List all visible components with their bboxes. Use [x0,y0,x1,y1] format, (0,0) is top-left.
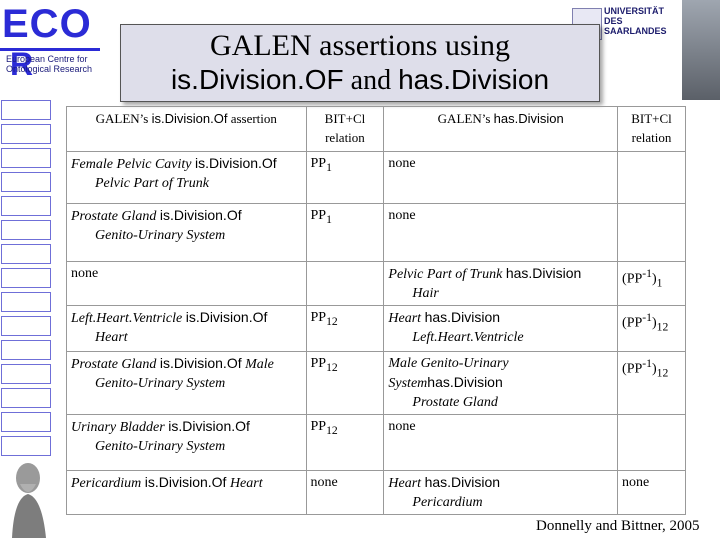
assertion-cell: Prostate Gland is.Division.Of Genito-Urinary System [67,204,307,262]
sidebar-slot[interactable] [1,220,51,240]
logo-text-r: R [10,46,34,82]
university-line: UNIVERSITÄT [604,6,665,16]
relation-cell: $PP_{12}$ [306,352,384,415]
sidebar-slot[interactable] [1,436,51,456]
logo-subtitle-line: European Centre for [6,54,88,64]
university-line: DES [604,16,623,26]
division-cell: Pelvic Part of Trunk has.Division Hair [384,262,618,306]
header-cell: BIT+Cl relation [618,107,686,152]
table-row [67,204,686,262]
division-cell: none [384,204,618,262]
title-line-2 [121,63,599,98]
division-cell: Heart has.Division Pericardium [384,471,618,515]
title-term: is.Division.OF [170,64,344,95]
sidebar-slot[interactable] [1,244,51,264]
sidebar-slot[interactable] [1,196,51,216]
title-line-1: GALEN assertions using [210,29,510,62]
relation-cell: $PP_{12}$ [306,415,384,471]
assertions-table [66,106,686,515]
table-row [67,306,686,352]
statue-icon [2,460,54,538]
relation-cell [306,262,384,306]
logo-subtitle [6,54,92,74]
relation-cell: $PP_1$ [306,152,384,204]
sidebar-slot[interactable] [1,388,51,408]
sidebar-slot[interactable] [1,268,51,288]
division-cell: Male Genito-Urinary Systemhas.Division Prostate Gland [384,352,618,415]
sidebar-slot[interactable] [1,316,51,336]
assertion-cell: none [67,262,307,306]
relation-cell: $(PP^{-1})_{12}$ [618,306,686,352]
division-cell: none [384,415,618,471]
table-row [67,415,686,471]
division-cell: none [384,152,618,204]
slide-title [120,24,600,102]
relation-cell [618,204,686,262]
assertion-cell: Female Pelvic Cavity is.Division.Of Pelvic Part of Trunk [67,152,307,204]
sidebar-slot[interactable] [1,292,51,312]
sidebar-slot[interactable] [1,124,51,144]
header-cell: GALEN’s has.Division [384,107,618,152]
title-term: has.Division [398,64,550,95]
relation-cell: none [306,471,384,515]
sidebar-slot[interactable] [1,172,51,192]
assertion-cell: Pericardium is.Division.Of Heart [67,471,307,515]
sidebar-slot[interactable] [1,364,51,384]
table-row [67,352,686,415]
table-row [67,262,686,306]
university-line: SAARLANDES [604,26,667,36]
sidebar-slot[interactable] [1,148,51,168]
university-name [604,6,667,36]
logo-text: ECO [2,2,92,46]
relation-cell: $PP_{12}$ [306,306,384,352]
sidebar-slot[interactable] [1,412,51,432]
building-photo [682,0,720,100]
header-cell: BIT+Cl relation [306,107,384,152]
sidebar-slot[interactable] [1,340,51,360]
assertion-cell: Prostate Gland is.Division.Of Male Genito-Urinary System [67,352,307,415]
relation-cell [618,152,686,204]
ecor-logo [0,2,110,90]
sidebar-slot[interactable] [1,100,51,120]
citation: Donnelly and Bittner, 2005 [536,518,700,534]
table-row [67,152,686,204]
relation-cell: $(PP^{-1})_{12}$ [618,352,686,415]
table-row [67,471,686,515]
assertion-cell: Urinary Bladder is.Division.Of Genito-Urinary System [67,415,307,471]
logo-subtitle-line: Ontological Research [6,64,93,74]
relation-cell [618,415,686,471]
division-cell: Heart has.Division Left.Heart.Ventricle [384,306,618,352]
title-conjunction: and [343,65,399,96]
relation-cell: none [618,471,686,515]
relation-cell: $(PP^{-1})_1$ [618,262,686,306]
header-cell: GALEN’s is.Division.Of assertion [67,107,307,152]
relation-cell: $PP_1$ [306,204,384,262]
table-header-row [67,107,686,152]
assertion-cell: Left.Heart.Ventricle is.Division.Of Heart [67,306,307,352]
